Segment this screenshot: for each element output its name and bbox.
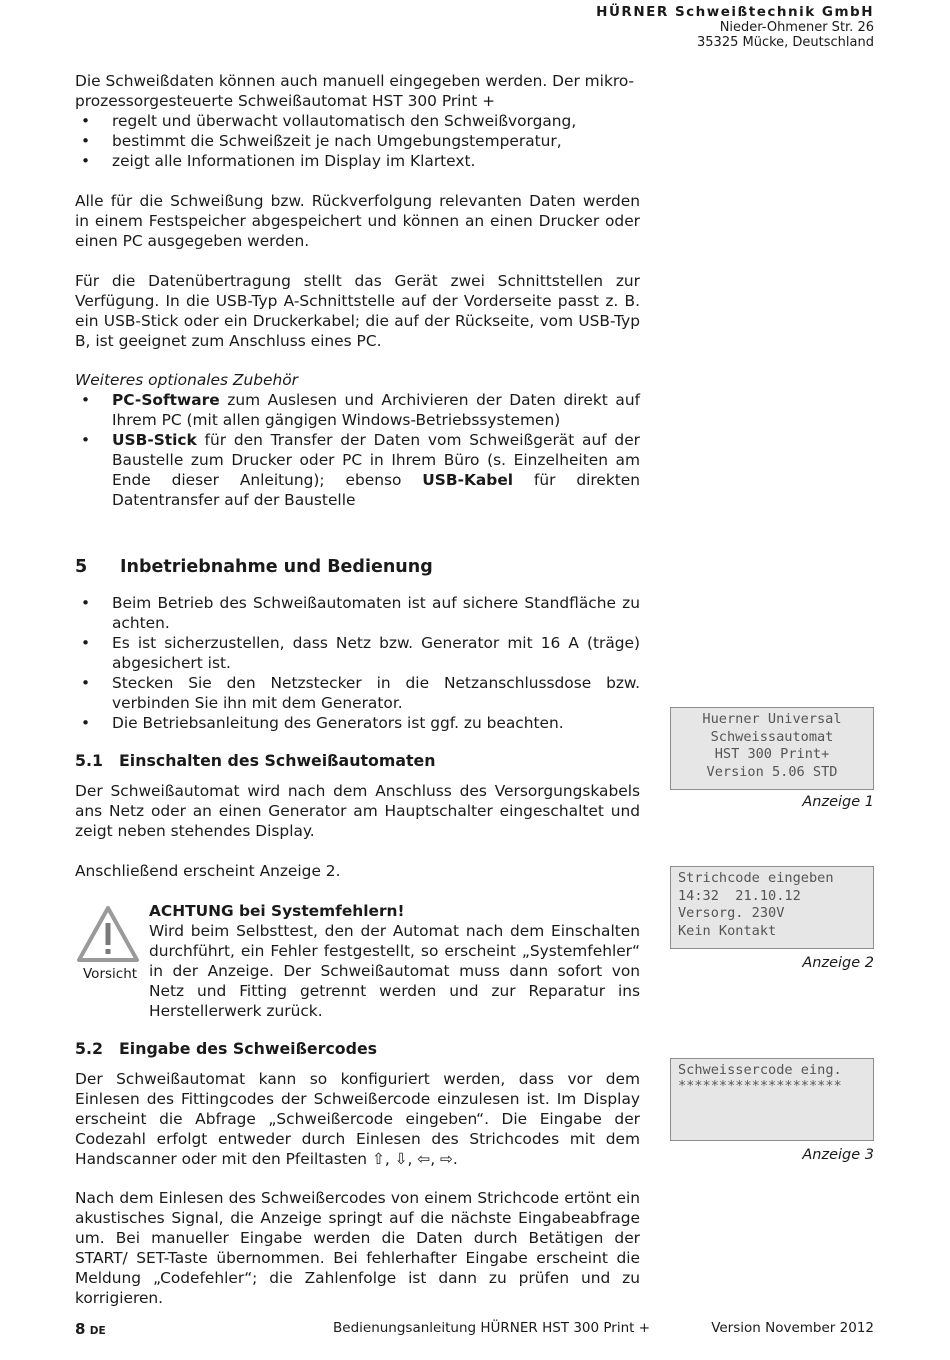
list-item: • bestimmt die Schweißzeit je nach Umgebungstemperatur, [81,132,562,150]
display-2-caption: Anzeige 2 [802,955,874,971]
intro-paragraph [75,71,640,111]
section-title: Inbetriebnahme und Bedienung [120,557,433,577]
intro-line-1: Die Schweißdaten können auch manuell eingegeben werden. Der mikro- [75,72,635,90]
display-1-caption: Anzeige 1 [802,794,874,810]
section-5-1-heading [75,751,436,770]
list-item: • zeigt alle Informationen im Display im Klartext. [81,152,476,170]
section-title: Einschalten des Schweißautomaten [119,751,436,770]
warning-label: Vorsicht [83,966,138,982]
display-3-caption: Anzeige 3 [802,1147,874,1163]
list-item: • PC-Software zum Auslesen und Archivieren der Daten direkt auf Ihrem PC (mit allen gängigen Windows-Betriebssystemen) [81,391,640,429]
display-2: Strichcode eingeben 14:32 21.10.12 Versorg. 230V Kein Kontakt [670,866,874,949]
footer-title: Bedienungsanleitung HÜRNER HST 300 Print + [333,1320,651,1336]
accessories-title: Weiteres optionales Zubehör [75,371,298,389]
section-5-1-paragraph: Der Schweißautomat wird nach dem Anschluss des Versorgungskabels ans Netz oder an einen Generator am Hauptschalter eingeschaltet und zeigt neben stehendes Display. [75,782,640,840]
list-item: • Stecken Sie den Netzstecker in die Netzanschlussdose bzw. verbinden Sie ihn mit dem Generator. [81,674,640,712]
list-item: • Es ist sicherzustellen, dass Netz bzw. Generator mit 16 A (träge) abgesichert ist. [81,634,640,672]
section-title: Eingabe des Schweißercodes [119,1039,378,1058]
intro-line-2: prozessorgesteuerte Schweißautomat HST 300 Print + [75,92,496,110]
company-city: 35325 Mücke, Deutschland [697,35,874,50]
warning-title: ACHTUNG bei Systemfehlern! [149,902,405,920]
section-5-bullet-list [75,593,640,733]
section-5-2-paragraph-2: Nach dem Einlesen des Schweißercodes von einem Strichcode ertönt ein akustisches Signal, die Anzeige springt auf die nächste Eingabeabfrage um. Bei manueller Eingabe werden die Daten durch Betätigen der START/ SET-Taste übernommen. Bei fehlerhafter Eingabe erscheint die Meldung „Codefehler“; die Zahlenfolge ist dann zu prüfen und zu korrigieren. [75,1189,640,1307]
accessories-list [75,390,640,510]
section-5-1-paragraph-2: Anschließend erscheint Anzeige 2. [75,862,341,880]
list-item: • Die Betriebsanleitung des Generators ist ggf. zu beachten. [81,714,564,732]
list-item: • USB-Stick für den Transfer der Daten vom Schweißgerät auf der Baustelle zum Drucker oder PC in Ihrem Büro (s. Einzelheiten am Ende dieser Anleitung); ebenso USB-Kabel für direkten Datentransfer auf der Baustelle [81,431,640,509]
interfaces-paragraph: Für die Datenübertragung stellt das Gerät zwei Schnittstellen zur Verfügung. In die USB-Typ A-Schnittstelle auf der Vorderseite passt z. B. ein USB-Stick oder ein Druckerkabel; die auf der Rückseite, vom USB-Typ B, ist geeignet zum Anschluss eines PC. [75,272,640,350]
section-5-2-paragraph: Der Schweißautomat kann so konfiguriert werden, dass vor dem Einlesen des Fittingcodes der Schweißercode einzulesen ist. Im Display erscheint die Abfrage „Schweißercode eingeben“. Die Eingabe der Codezahl erfolgt entweder durch Einlesen des Strichcodes mit dem Handscanner oder mit den Pfeiltasten ⇧, ⇩, ⇦, ⇨. [75,1070,640,1168]
section-number: 5.1 [75,751,103,770]
page-header [596,5,874,50]
section-number: 5.2 [75,1039,103,1058]
warning-text: Wird beim Selbsttest, den der Automat nach dem Einschalten durchführt, ein Fehler festgestellt, so erscheint „Systemfehler“ in der Anzeige. Der Schweißautomat muss dann sofort von Netz und Fitting getrennt werden und zur Reparatur ins Herstellerwerk zurück. [149,922,640,1020]
list-item: • regelt und überwacht vollautomatisch den Schweißvorgang, [81,112,577,130]
section-5-2-heading [75,1039,377,1058]
list-item: • Beim Betrieb des Schweißautomaten ist auf sichere Standfläche zu achten. [81,594,640,632]
section-5-heading [75,557,433,577]
company-name: HÜRNER Schweißtechnik GmbH [596,4,874,20]
section-number: 5 [75,557,88,577]
storage-paragraph: Alle für die Schweißung bzw. Rückverfolgung relevanten Daten werden in einem Festspeicher abgespeichert und können an einen Drucker oder einen PC ausgegeben werden. [75,192,640,250]
warning-triangle-icon [76,904,140,964]
display-1: Huerner Universal Schweissautomat HST 300 Print+ Version 5.06 STD [670,707,874,790]
footer-version: Version November 2012 [711,1320,874,1336]
intro-bullet-list [75,111,640,171]
company-street: Nieder-Ohmener Str. 26 [719,20,874,35]
page-number: 8 DE [75,1320,106,1338]
display-3: Schweissercode eing. ******************** [670,1058,874,1141]
